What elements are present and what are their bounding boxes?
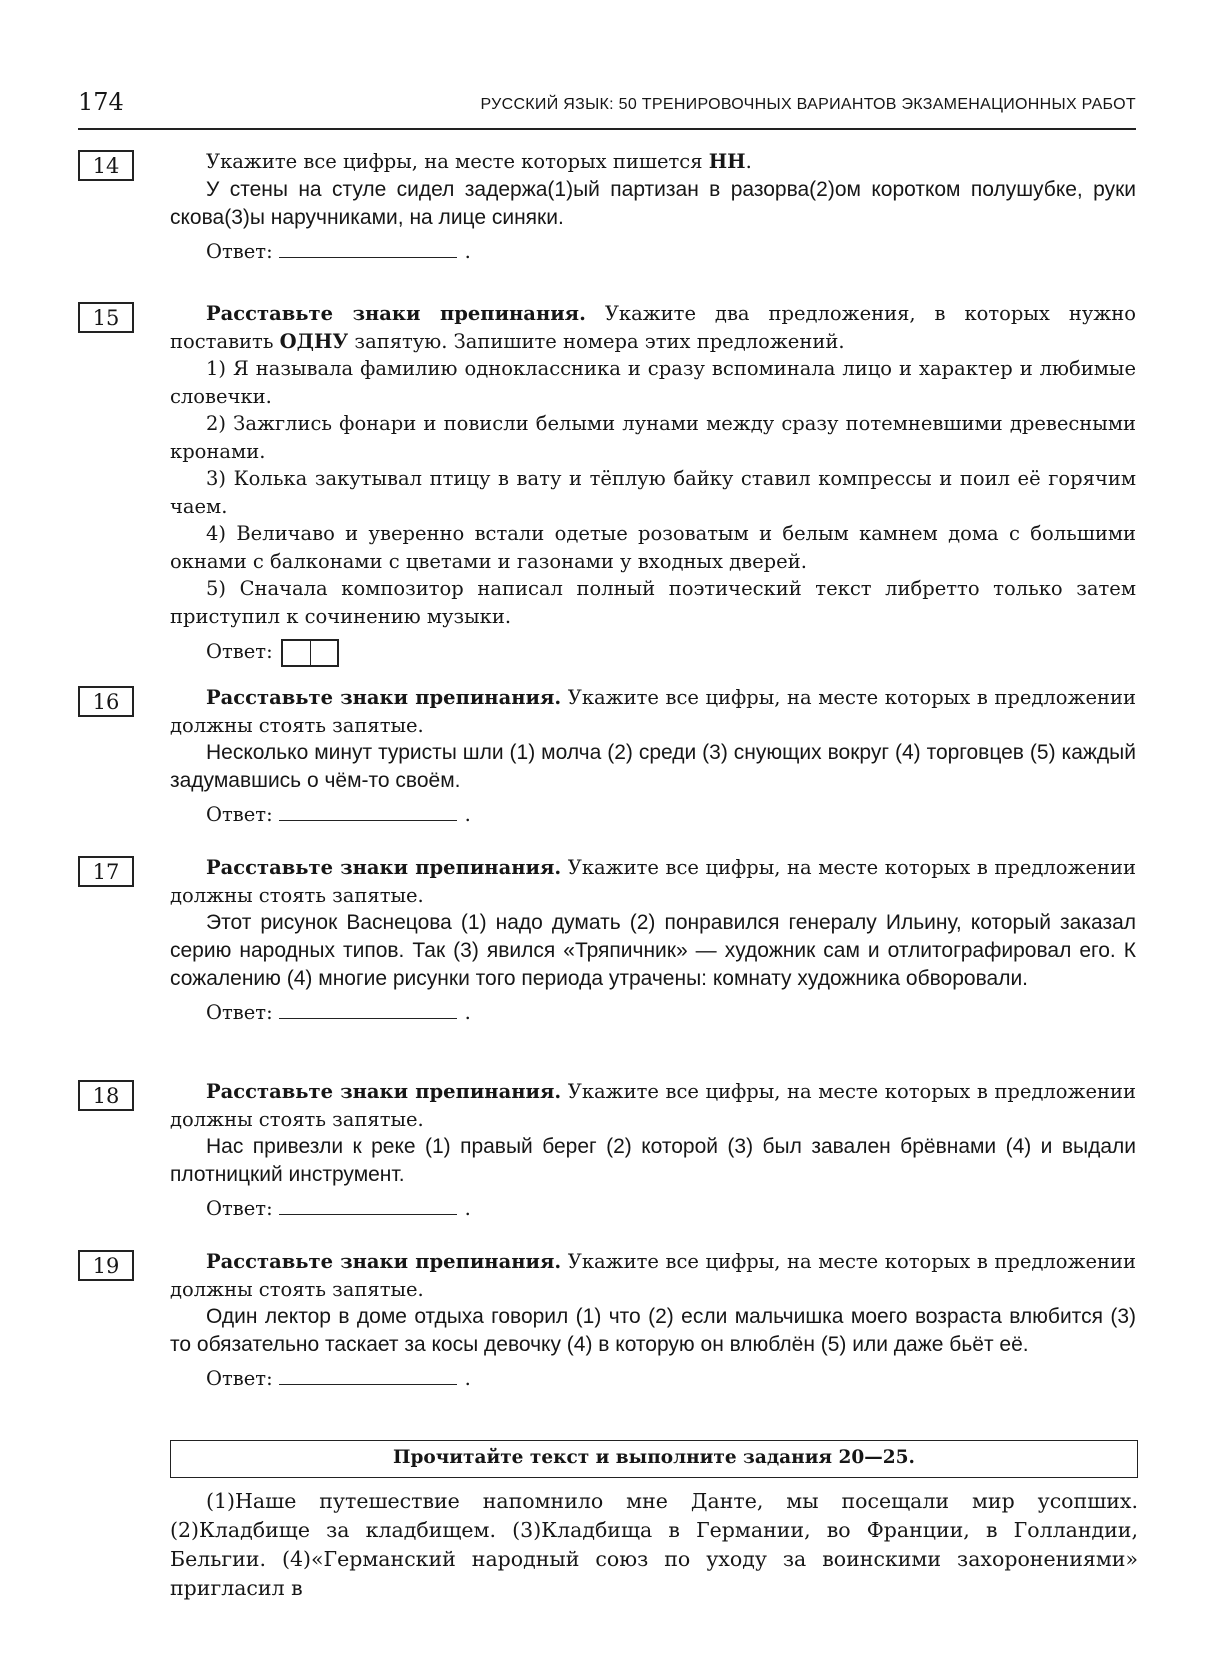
answer-field[interactable] [279,1200,457,1215]
reading-text [170,1487,1138,1603]
task-number-box: 14 [78,150,134,181]
reading-paragraph: (1)Наше путешествие напомнило мне Данте, мы посещали мир усопших. (2)Кладбище за кладбищем. (3)Кладбища в Германии, во Франции, в Голландии, Бельгии. (4)«Германский народный союз по уходу за воинскими захоронениями» пригласил в [170,1489,1138,1600]
task-number-box: 16 [78,686,134,717]
answer-cells[interactable] [281,639,339,667]
task-number-box: 19 [78,1250,134,1281]
task-number-box: 15 [78,302,134,333]
answer-row: Ответ: . [206,239,471,263]
task-instruction: Расставьте знаки препинания. Укажите все цифры, на месте которых в предложении должны стоять запятые. [170,1250,1136,1301]
list-item: 4) Величаво и уверенно встали одетые розоватым и белым камнем дома с большими окнами с балконами с цветами и газонами у входных дверей. [170,522,1136,573]
task-sentence: Этот рисунок Васнецова (1) надо думать (2) понравился генералу Ильину, который заказал серию народных типов. Так (3) явился «Тряпичник» — художник сам и отлитографировал его. К сожалению (4) многие рисунки того периода утрачены: комнату художника обворовали. [170,911,1136,990]
task-sentence: Несколько минут туристы шли (1) молча (2) среди (3) снующих вокруг (4) торговцев (5) каждый задумавшись о чём-то своём. [170,741,1136,792]
list-item: 3) Колька закутывал птицу в вату и тёплую байку ставил компрессы и поил её горячим чаем. [170,467,1136,518]
answer-row: Ответ: . [206,1197,471,1220]
task-instruction: Расставьте знаки препинания. Укажите все цифры, на месте которых в предложении должны стоять запятые. [170,686,1136,737]
running-title: РУССКИЙ ЯЗЫК: 50 ТРЕНИРОВОЧНЫХ ВАРИАНТОВ ЭКЗАМЕНАЦИОННЫХ РАБОТ [480,96,1136,113]
reading-instruction-box: Прочитайте текст и выполните задания 20—25. [170,1440,1138,1478]
answer-field[interactable] [279,243,457,258]
answer-label: Ответ: [206,1367,273,1390]
list-item: 2) Зажглись фонари и повисли белыми лунами между сразу потемневшими древесными кронами. [170,412,1136,463]
list-item: 5) Сначала композитор написал полный поэтический текст либретто только затем приступил к сочинению музыки. [170,577,1136,628]
page-number: 174 [78,88,124,116]
task-number-box: 17 [78,856,134,887]
answer-row [170,638,1136,667]
answer-field[interactable] [279,1370,457,1385]
answer-label: Ответ: [206,803,273,826]
task-sentence: У стены на стуле сидел задержа(1)ый партизан в разорва(2)ом коротком полушубке, руки скова(3)ы наручниками, на лице синяки. [170,177,1136,229]
answer-label: Ответ: [206,1001,273,1024]
list-item: 1) Я называла фамилию одноклассника и сразу вспоминала лицо и характер и любимые словечки. [170,357,1136,408]
task-instruction: Расставьте знаки препинания. Укажите все цифры, на месте которых в предложении должны стоять запятые. [170,1080,1136,1131]
task-number-box: 18 [78,1080,134,1111]
task-instruction: Укажите все цифры, на месте которых пишется НН. [206,150,752,173]
page-header [78,84,1136,130]
answer-label: Ответ: [206,640,273,663]
answer-label: Ответ: [206,1197,273,1220]
task-sentence: Один лектор в доме отдыха говорил (1) что (2) если мальчишка моего возраста влюбится (3) то обязательно таскает за косы девочку (4) в которую он влюблён (5) или даже бьёт её. [170,1305,1136,1356]
task-instruction: Расставьте знаки препинания. Укажите два предложения, в которых нужно поставить ОДНУ запятую. Запишите номера этих предложений. [170,302,1136,353]
answer-row: Ответ: . [206,1001,471,1024]
task-instruction: Расставьте знаки препинания. Укажите все цифры, на месте которых в предложении должны стоять запятые. [170,856,1136,907]
answer-row: Ответ: . [206,1367,471,1390]
answer-field[interactable] [279,806,457,821]
answer-field[interactable] [279,1004,457,1019]
answer-row: Ответ: . [206,803,471,826]
answer-label: Ответ: [206,239,273,263]
task-sentence: Нас привезли к реке (1) правый берег (2) которой (3) был завален брёвнами (4) и выдали плотницкий инструмент. [170,1135,1136,1186]
